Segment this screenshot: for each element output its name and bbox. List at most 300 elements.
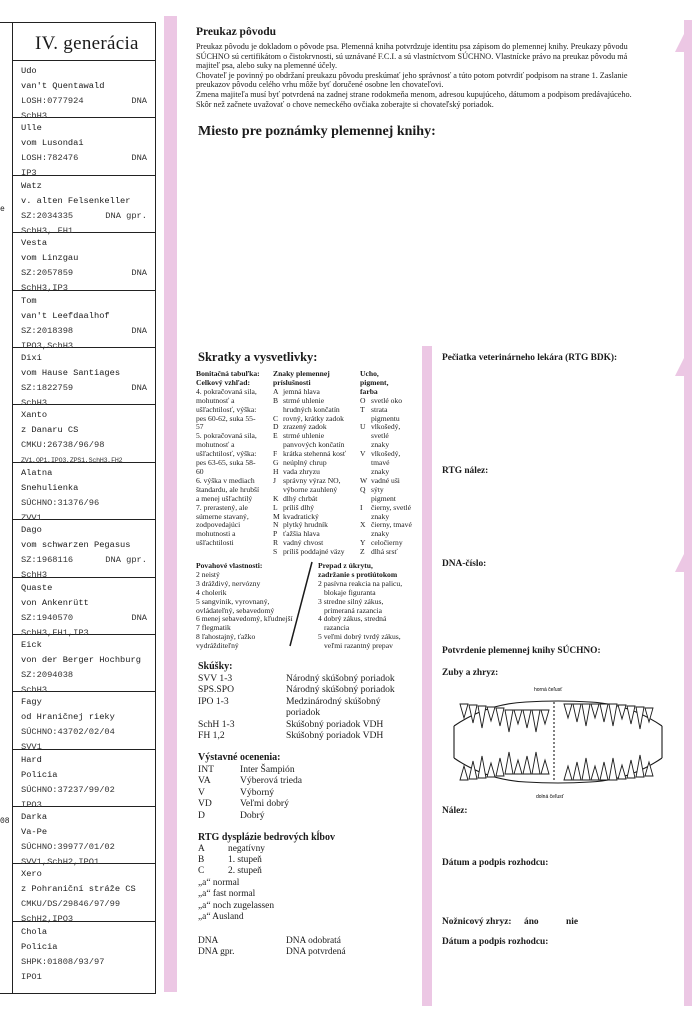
povahove-head: Povahové vlastnosti: [196,561,263,570]
dog-registration-row [21,324,155,339]
dog-name: Quaste [21,582,53,593]
dog-name: Alatna [21,467,53,478]
table-value: Skúšobný poriadok VDH [286,730,384,742]
tooth [618,705,626,719]
abbr-value: celočierny [371,538,403,548]
abbr-key: L [273,502,278,512]
dog-name: Hard [21,754,42,765]
preukaz-line: Skôr než začnete uvažovať o chove nemeckého ovčiaka zoberajte si chovateľský poriadok. [196,99,494,109]
abbr-key: O [360,395,366,405]
vystavne-table [198,764,418,821]
tooth [564,704,572,718]
povahove-item: vydrážditeľný [196,641,239,651]
skusky-title: Skúšky: [198,661,233,672]
tooth [487,707,495,721]
abbr-key: K [273,493,279,503]
abbr-value: strmé uhlenie [283,431,325,441]
abbr-key: E [273,431,278,441]
abbr-value: hrudných končatín [283,404,340,414]
divider-slash [286,560,316,650]
datum-podpis-label-2: Dátum a podpis rozhodcu: [442,937,549,947]
table-value: Národný skúšobný poriadok [286,673,395,684]
dog-registration-row [21,897,155,912]
dog-kennel: od Hraničnej rieky [21,712,115,723]
abbr-value: svetlé [371,431,389,441]
povahove-item: 8 ľahostajný, ťažko [196,632,256,642]
table-row [198,936,418,947]
abbr-value: znaky [371,466,390,476]
dog-registration-row [21,725,155,740]
col1-item: 60 [196,466,204,476]
abbr-row [360,423,420,432]
tooth [541,710,549,724]
prepad-item: 4 dobrý zákus, stredná [318,614,387,624]
dog-registration: CMKU/DS/29846/97/99 [21,899,121,910]
abbr-key: M [273,511,280,521]
dog-registration-row [21,553,155,568]
dog-kennel: v. alten Felsenkeller [21,195,131,206]
abbr-key: X [360,520,366,530]
col3-head: farba [360,386,378,396]
table-value: 2. stupeň [228,866,262,877]
table-value: Výborný [240,786,275,798]
tooth [582,758,590,780]
col2-head: príslušnosti [273,377,311,387]
col1-item: ušľachtilosť, výška: [196,404,257,414]
pedigree-dog [13,520,155,581]
pedigree-dog [13,463,155,523]
dog-registration: SZ:1968116 [21,555,74,566]
dog-registration: SZ:2094038 [21,669,74,680]
prepad-item: primeraná razancia [324,605,382,615]
dog-registration-row [21,381,155,396]
abbr-key: Q [360,484,366,494]
dog-name: Eick [21,639,42,650]
col3-head: Ucho, [360,369,379,378]
abbr-key: B [273,395,279,405]
prepad-z-ukrytu [318,562,422,651]
abbr-value: svetlé oko [371,395,403,405]
abbr-key: V [360,449,366,459]
generation-title: IV. generácia [13,23,155,61]
dog-dna: DNA [131,96,147,106]
table-row [198,673,418,684]
dog-dna: DNA [131,612,147,623]
prepad-item: blokaje figuranta [324,587,376,597]
abbr-value: dlhá srsť [371,547,398,557]
datum-podpis-label-1: Dátum a podpis rozhodcu: [442,858,549,868]
abbr-value: čierny, tmavé [371,520,412,530]
abbr-row [273,548,353,557]
abbr-row [360,450,420,459]
abbr-value: plytký hrudník [283,520,328,530]
dog-name: Udo [21,66,37,76]
abbr-row [360,397,420,406]
abbr-value: rovný, krátky zadok [283,413,344,423]
col1-item: 6. výška v mediach [196,475,255,485]
teeth-lower-label: dolná čeľusť [536,794,564,800]
dog-name: Dago [21,525,42,536]
left-page-stub [0,22,12,994]
preukaz-line: preukazov pôvodu celého vrhu môže byť doručené osobne len chovateľovi. [196,80,444,90]
peciatka-label: Pečiatka veterinárneho lekára (RTG BDK): [442,353,618,363]
abbr-value: dlhý chrbát [283,493,318,503]
dog-registration-row [21,151,155,166]
zuby-label: Zuby a zhryz: [442,668,499,678]
stub-mark-e: e [0,205,5,214]
dog-registration-row [21,94,155,109]
table-key: INT [198,764,214,775]
abbr-key: I [360,502,363,512]
tooth [478,756,486,778]
tooth [573,704,581,722]
table-value: Dobrý [240,809,265,821]
abbr-key: J [273,475,276,485]
table-value: Veľmi dobrý [240,798,289,810]
tooth [591,704,599,718]
pedigree-generation-iv [12,22,156,994]
povahove-item: 7 flegmatik [196,623,231,633]
dog-name: Xero [21,869,42,880]
tooth [600,704,608,722]
dog-registration-row [21,266,155,281]
abbr-value: príliš dlhý [283,502,315,512]
teeth-diagram [446,684,670,800]
col1-item: mohutnosť a [196,395,235,405]
tooth [505,710,513,732]
tooth [600,762,608,780]
table-key: A [198,844,205,854]
abbr-key: H [273,466,279,476]
dog-registration: CMKU:26738/96/98 [21,440,105,451]
abbr-row [360,459,420,468]
abbr-key: Y [360,538,366,548]
nalez-label: Nález: [442,806,468,816]
table-row [198,787,418,798]
col2-head: Znaky plemennej [273,369,330,378]
dog-kennel: van't Leefdaalhof [21,310,110,321]
prepad-item: razancia [324,623,350,633]
abbr-key: T [360,404,365,414]
col3-items [360,397,420,557]
tooth [609,704,617,726]
pedigree-dog [13,922,155,982]
pedigree-dog [13,405,155,465]
dog-registration-row [21,955,155,970]
tooth [636,755,644,777]
pink-notch-2 [675,352,687,376]
dog-registration: SÚCHNO:43702/02/04 [21,727,115,738]
tooth [636,707,644,729]
dog-tests: ZVV1 [21,512,42,523]
col1-item: pes 60-62, suka 55- [196,413,256,423]
tooth [609,758,617,780]
abbr-value: tmavé [371,458,390,468]
pedigree-dog [13,233,155,294]
tooth [505,752,513,774]
dog-tests: IPO1 [21,971,42,982]
abbr-row [360,432,420,441]
abbr-key: N [273,520,279,530]
abbr-key [360,459,371,468]
table-value: DNA odobratá [286,936,341,946]
prepad-item: 3 stredne silný zákus, [318,596,384,606]
abbr-key: A [273,386,279,396]
pink-notch-3 [675,548,687,572]
abbr-value: vadné uši [371,475,400,485]
dog-tests: SchH3 [21,684,48,695]
dog-kennel: z Danaru CS [21,425,79,436]
abbr-value: strata [371,404,388,414]
pink-vertical-divider-right [684,20,692,1006]
dog-registration-row [21,783,155,798]
abbr-key: S [273,547,278,557]
povahove-item: 4 cholerik [196,587,227,597]
dog-registration: SÚCHNO:39977/01/02 [21,842,115,853]
skratky-title: Skratky a vysvetlivky: [198,350,318,364]
tooth [478,706,486,728]
dog-name: Watz [21,180,42,191]
dog-kennel: von der Berger Hochburg [21,654,141,665]
abbr-row [360,548,420,557]
dog-name: Fagy [21,697,42,708]
col1-head: Celkový vzhľad: [196,377,250,387]
tooth [523,756,531,774]
dog-registration: SZ:2057859 [21,268,74,279]
dog-registration: SÚCHNO:31376/96 [21,497,100,508]
tooth [514,710,522,724]
col1-item: 4. pokračovaná sila, [196,386,257,396]
abbr-value: strmé uhlenie [283,395,325,405]
dog-registration-row [21,840,155,855]
dog-name: Vesta [21,238,48,249]
dog-kennel: vom Hause Santiages [21,367,121,378]
col1-item: mohutnosti a [196,529,236,539]
povahove-item: 5 sangvinik, vyrovnaný, [196,596,270,606]
col1-item: súmerne stavaný, [196,511,249,521]
abbr-value: ťažšia hlava [283,529,320,539]
table-row [198,810,418,821]
col1-item: 57 [196,422,204,432]
col1-item: 5. pokračovaná sila, [196,431,257,441]
noznicovy-ano[interactable]: áno [524,917,539,927]
table-key: IPO 1-3 [198,695,229,707]
prepad-head: Prepad z úkrytu, [318,561,373,570]
tooth [591,766,599,780]
dog-kennel: vom Lusondai [21,138,84,149]
table-key: DNA [198,936,219,946]
pink-vertical-divider-middle [422,346,432,1006]
col1-item: mohutnosť a [196,440,235,450]
skratky-col-znaky [273,370,353,557]
rtg-title: RTG dysplázie bedrových kĺbov [198,832,335,843]
col1-item: zodpovedajúci [196,520,241,530]
abbr-value: čierny, svetlé [371,502,411,512]
abbr-key: R [273,538,279,548]
table-value: Výberová trieda [240,775,303,787]
tooth [627,760,635,778]
rtg-nalez-label: RTG nález: [442,466,489,476]
rtg-extra-item: „a“ fast normal [198,889,256,900]
table-key: B [198,855,205,866]
abbr-key: G [273,458,279,468]
preukaz-text [196,42,682,109]
tooth [564,766,572,780]
abbr-key: U [360,422,366,432]
abbr-value: pigmentu [371,413,400,423]
dog-registration: SHPK:01808/93/97 [21,956,105,967]
preukaz-line: Preukaz pôvodu je dokladom o pôvode psa. Plemenná kniha potvrdzuje identitu psa zápisom do plemennej knihy. Preukazy pôvodu [196,42,628,51]
dog-tests: SchH3,FH1,IP3 [21,627,89,638]
dog-tests: SVV1 [21,742,42,753]
abbr-value: výborne zauhlený [283,484,338,494]
abbr-row [360,504,420,513]
abbr-row [360,521,420,530]
rtg-extra-list [198,878,418,923]
tooth [460,766,468,780]
dog-tests: IPO3,SchH3 [21,340,74,351]
abbr-key [360,432,371,441]
pedigree-dog [13,348,155,408]
dog-registration: SZ:1822759 [21,382,74,393]
table-row [198,798,418,809]
abbr-key: C [273,413,279,423]
pink-vertical-divider-left [164,16,177,992]
table-key: D [198,809,205,821]
table-row [198,844,418,855]
preukaz-line: Chovateľ je povinný po obdržaní preukazu pôvodu preskúmať jeho správnosť a túto potom potvrdiť podpisom na strane 1. Zaslanie [196,70,628,80]
dog-registration-row [21,496,155,511]
dog-registration-row [21,668,155,683]
col1-items [196,388,270,548]
abbr-value: kvadratický [283,511,319,521]
abbr-value: znaky [371,529,390,539]
rtg-table [198,844,418,878]
col1-item: 7. prerastený, ale [196,502,248,512]
tooth [487,763,495,777]
table-row [198,719,418,730]
table-value: Národný skúšobný poriadok [286,684,395,696]
dog-registration: SZ:1940570 [21,612,74,623]
skratky-col-bonitacna [196,370,270,548]
dna-table [198,936,418,958]
pedigree-dog [13,291,155,351]
notes-title: Miesto pre poznámky plemennej knihy: [198,124,436,139]
tooth [460,704,468,718]
dog-registration-row [21,438,155,453]
dna-cislo-label: DNA-číslo: [442,559,487,569]
tooth [618,765,626,779]
dog-registration: SZ:2034335 [21,210,74,221]
abbr-key: F [273,449,278,459]
dog-tests: SchH3 [21,397,48,408]
abbr-key: Z [360,547,365,557]
table-key: FH 1,2 [198,730,225,742]
abbr-value: zrazený zadok [283,422,327,432]
col1-item: a menej ušľachtilý [196,493,253,503]
preukaz-title: Preukaz pôvodu [196,26,276,38]
table-row [198,707,418,718]
povahove-item: 6 menej sebavedomý, kľudnejší [196,614,293,624]
table-value: Inter Šampión [240,764,295,775]
povahove-item: 3 dráždivý, nervózny [196,578,261,588]
noznicovy-nie[interactable]: nie [566,917,578,927]
dog-kennel: z Pohraniční stráže CS [21,884,136,895]
tooth [541,760,549,774]
table-key: VD [198,798,212,810]
pedigree-dog [13,692,155,753]
dog-tests: SchH3, FH1 [21,225,74,236]
table-value: DNA potvrdená [286,947,346,958]
dog-dna: DNA gpr. [105,210,147,221]
rtg-extra-item: „a“ normal [198,878,240,888]
table-key: SchH 1-3 [198,718,235,730]
dog-dna: DNA [131,153,147,164]
dog-list [13,61,155,982]
col3-head: pigment, [360,377,389,387]
dog-registration-row [21,209,155,224]
abbr-value: príliš poddajné väzy [283,547,345,557]
dog-tests: SchH3 [21,111,48,121]
dog-kennel: Va-Pe [21,827,48,838]
pedigree-dog [13,807,155,868]
col1-head: Bonitačná tabuľka: [196,369,260,378]
table-key: C [198,866,205,877]
tooth [627,706,635,724]
teeth-upper-label: horná čeľusť [534,687,563,693]
dog-tests: SchH3 [21,570,48,581]
dog-tests: IPO3 [21,799,42,810]
table-row [198,684,418,695]
col1-item: ušľachtilosť, výška: [196,449,257,459]
abbr-key: W [360,475,368,485]
skratky-col-ucho [360,370,420,557]
tooth [523,710,531,728]
tooth [532,710,540,732]
tooth [496,708,504,726]
abbr-key: P [273,529,278,539]
noznicovy-zhryz-label: Nožnicový zhryz: [442,917,512,927]
pedigree-dog [13,176,155,236]
table-value: Medzinárodný skúšobný [286,695,381,707]
prepad-head: zadržanie s protiútokom [318,569,398,579]
table-key: V [198,786,205,798]
pedigree-dog [13,118,155,179]
dog-tests: SVV1,SchH2,IPO1 [21,857,100,868]
pedigree-dog [13,864,155,925]
rtg-extra-item: „a“ noch zugelassen [198,900,275,911]
table-row [198,866,418,877]
abbr-value: panvových končatín [283,440,345,450]
table-key [198,707,286,718]
table-row [198,730,418,741]
abbr-value: vlkošedý, [371,422,401,432]
abbr-key: D [273,422,279,432]
dog-registration: SÚCHNO:37237/99/02 [21,784,115,795]
table-key: SPS.SPO [198,684,235,696]
prepad-item: 2 pasívna reakcia na palicu, [318,578,403,588]
table-row [198,775,418,786]
table-key: VA [198,775,211,787]
dog-tests: SchH2,IPO3 [21,914,74,925]
dog-registration: LOSH:782476 [21,153,79,164]
tooth [582,704,590,726]
dog-name: Ulle [21,123,42,134]
abbr-value: znaky [371,440,390,450]
abbr-value: vada zhryzu [283,466,320,476]
dog-tests: SchH3,IP3 [21,283,68,294]
dog-kennel: van't Quentawald [21,81,105,91]
